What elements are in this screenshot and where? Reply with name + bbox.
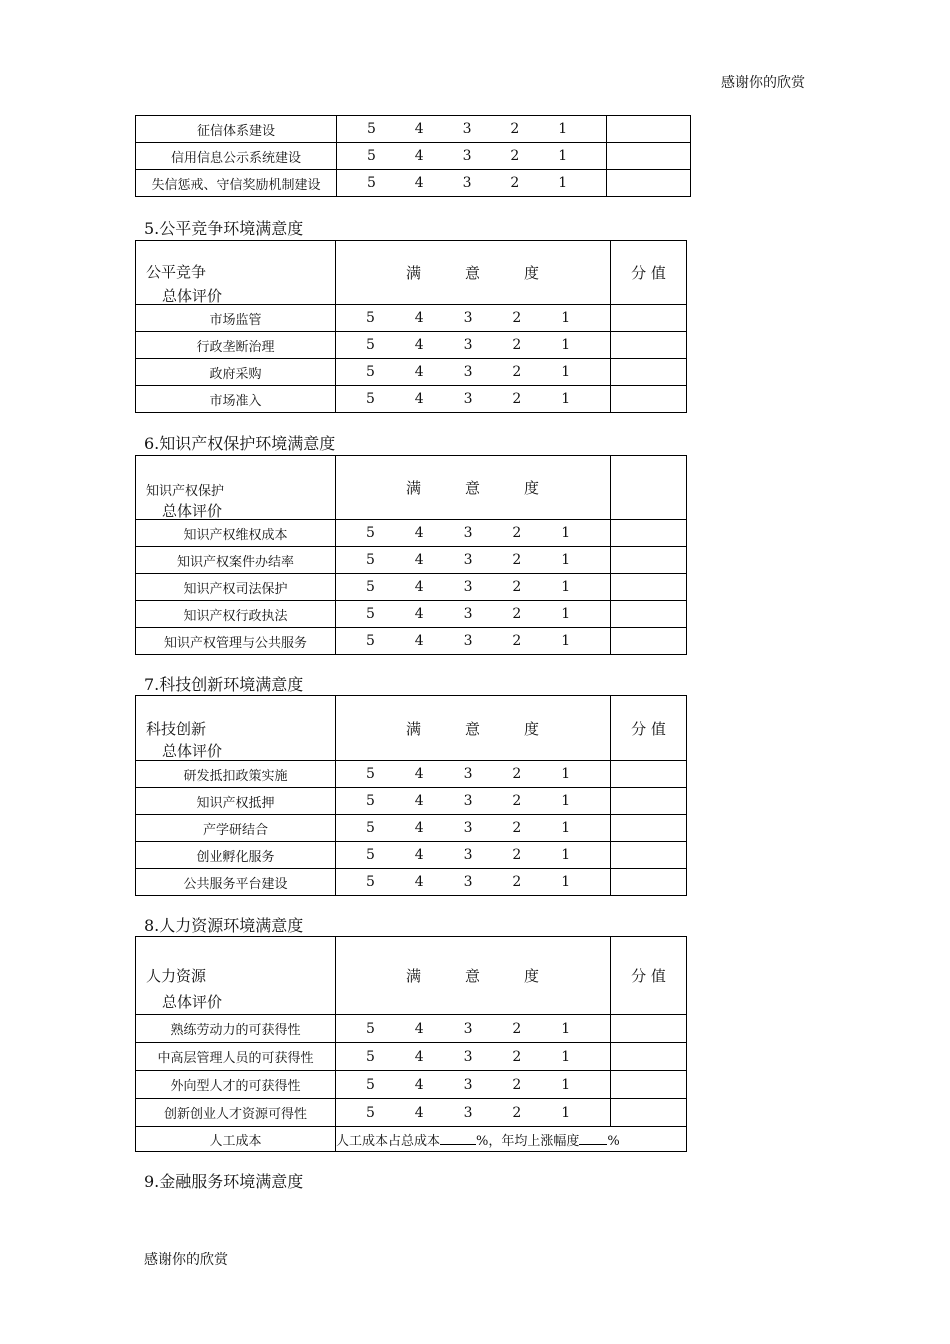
indicator-label: 知识产权司法保护 bbox=[136, 574, 336, 601]
score-option[interactable]: 3 bbox=[463, 820, 473, 836]
human-resources-table bbox=[135, 936, 687, 1152]
score-option[interactable]: 2 bbox=[512, 633, 522, 649]
header-score: 分 值 bbox=[611, 937, 687, 1015]
score-option[interactable]: 5 bbox=[367, 175, 376, 191]
ip-protection-table bbox=[135, 455, 687, 655]
score-option[interactable]: 5 bbox=[366, 1020, 375, 1037]
indicator-label: 外向型人才的可获得性 bbox=[136, 1071, 336, 1099]
score-option[interactable]: 2 bbox=[512, 1104, 522, 1121]
labor-cost-row bbox=[136, 1127, 687, 1152]
score-cell bbox=[336, 332, 611, 359]
score-input-cell[interactable] bbox=[611, 869, 687, 896]
table-row bbox=[136, 143, 691, 170]
tech-innovation-table bbox=[135, 695, 687, 896]
credit-table bbox=[135, 115, 691, 197]
table-row bbox=[136, 386, 687, 413]
score-option[interactable]: 1 bbox=[558, 175, 568, 191]
score-cell bbox=[336, 628, 611, 655]
section-9-title: 9.金融服务环境满意度 bbox=[144, 1172, 304, 1191]
overall-evaluation-label: 总体评价 bbox=[162, 502, 223, 520]
score-option[interactable]: 2 bbox=[512, 1020, 522, 1037]
indicator-label: 公共服务平台建设 bbox=[136, 869, 336, 896]
score-option[interactable]: 3 bbox=[463, 1104, 473, 1121]
score-option[interactable]: 5 bbox=[366, 579, 375, 595]
indicator-label: 行政垄断治理 bbox=[136, 332, 336, 359]
score-option[interactable]: 3 bbox=[463, 391, 473, 407]
score-input-cell[interactable] bbox=[607, 170, 691, 197]
category-name: 公平竞争 bbox=[146, 263, 207, 281]
score-option[interactable]: 1 bbox=[561, 1020, 571, 1037]
indicator-label: 失信惩戒、守信奖励机制建设 bbox=[136, 170, 337, 197]
score-option[interactable]: 4 bbox=[414, 633, 424, 649]
indicator-label: 市场准入 bbox=[136, 386, 336, 413]
score-option[interactable]: 1 bbox=[561, 766, 571, 782]
score-option[interactable]: 2 bbox=[512, 337, 522, 353]
score-option[interactable]: 1 bbox=[561, 310, 571, 326]
table-row bbox=[136, 601, 687, 628]
score-option[interactable]: 1 bbox=[561, 847, 571, 863]
satisfaction-char: 满 bbox=[406, 479, 422, 497]
labor-cost-text-2: %，年均上涨幅度 bbox=[476, 1133, 580, 1149]
score-option[interactable]: 3 bbox=[463, 310, 473, 326]
indicator-label: 知识产权管理与公共服务 bbox=[136, 628, 336, 655]
tech-innovation-table-body bbox=[136, 696, 687, 896]
score-input-cell[interactable] bbox=[611, 547, 687, 574]
score-option[interactable]: 4 bbox=[414, 1076, 424, 1093]
score-option[interactable]: 1 bbox=[561, 579, 571, 595]
score-input-cell[interactable] bbox=[611, 628, 687, 655]
score-option[interactable]: 4 bbox=[414, 1020, 424, 1037]
score-option[interactable]: 5 bbox=[366, 364, 375, 380]
header-satisfaction bbox=[336, 937, 611, 1015]
score-input-cell[interactable] bbox=[611, 761, 687, 788]
score-cell bbox=[336, 520, 611, 547]
score-input-cell[interactable] bbox=[611, 386, 687, 413]
score-option[interactable]: 4 bbox=[414, 337, 424, 353]
score-option[interactable]: 3 bbox=[463, 874, 473, 890]
overall-evaluation-label: 总体评价 bbox=[162, 993, 223, 1011]
score-option[interactable]: 4 bbox=[414, 766, 424, 782]
score-cell bbox=[336, 1071, 611, 1099]
table-row bbox=[136, 359, 687, 386]
satisfaction-char: 意 bbox=[465, 967, 481, 985]
score-option[interactable]: 1 bbox=[558, 121, 568, 137]
score-option[interactable]: 2 bbox=[512, 766, 522, 782]
score-option[interactable]: 2 bbox=[512, 847, 522, 863]
ip-protection-table-body bbox=[136, 456, 687, 655]
header-score: 分 值 bbox=[611, 696, 687, 761]
score-option[interactable]: 4 bbox=[414, 1048, 424, 1065]
score-option[interactable]: 2 bbox=[512, 793, 522, 809]
score-option[interactable]: 5 bbox=[366, 847, 375, 863]
score-option[interactable]: 5 bbox=[366, 310, 375, 326]
score-option[interactable]: 3 bbox=[463, 847, 473, 863]
score-input-cell[interactable] bbox=[611, 332, 687, 359]
score-cell bbox=[337, 143, 607, 170]
score-input-cell[interactable] bbox=[611, 788, 687, 815]
score-option[interactable]: 3 bbox=[463, 337, 473, 353]
category-name: 人力资源 bbox=[146, 967, 207, 985]
score-option[interactable]: 2 bbox=[512, 525, 522, 541]
score-option[interactable]: 1 bbox=[558, 148, 568, 164]
score-option[interactable]: 1 bbox=[561, 337, 571, 353]
indicator-label: 产学研结合 bbox=[136, 815, 336, 842]
score-cell bbox=[336, 1015, 611, 1043]
score-option[interactable]: 5 bbox=[366, 1104, 375, 1121]
score-input-cell[interactable] bbox=[611, 1043, 687, 1071]
score-option[interactable]: 1 bbox=[561, 1104, 571, 1121]
score-cell bbox=[336, 1099, 611, 1127]
score-option[interactable]: 1 bbox=[561, 364, 571, 380]
score-input-cell[interactable] bbox=[611, 1099, 687, 1127]
score-cell bbox=[336, 386, 611, 413]
score-option[interactable]: 1 bbox=[561, 552, 571, 568]
header-satisfaction bbox=[336, 241, 611, 305]
satisfaction-char: 满 bbox=[406, 264, 422, 282]
header-satisfaction bbox=[336, 456, 611, 520]
score-input-cell[interactable] bbox=[611, 359, 687, 386]
table-header-row bbox=[136, 241, 687, 305]
score-input-cell[interactable] bbox=[611, 574, 687, 601]
satisfaction-char: 度 bbox=[524, 719, 540, 738]
score-option[interactable]: 5 bbox=[366, 337, 375, 353]
score-cell bbox=[336, 869, 611, 896]
score-option[interactable]: 5 bbox=[367, 148, 376, 164]
score-option[interactable]: 4 bbox=[414, 793, 424, 809]
score-cell bbox=[336, 815, 611, 842]
satisfaction-char: 满 bbox=[406, 719, 422, 738]
indicator-label: 知识产权案件办结率 bbox=[136, 547, 336, 574]
score-input-cell[interactable] bbox=[611, 1015, 687, 1043]
satisfaction-char: 意 bbox=[465, 264, 481, 282]
score-input-cell[interactable] bbox=[611, 305, 687, 332]
score-option[interactable]: 2 bbox=[512, 579, 522, 595]
score-option[interactable]: 5 bbox=[366, 552, 375, 568]
score-option[interactable]: 5 bbox=[366, 874, 375, 890]
indicator-label: 中高层管理人员的可获得性 bbox=[136, 1043, 336, 1071]
indicator-label: 政府采购 bbox=[136, 359, 336, 386]
score-option[interactable]: 3 bbox=[463, 633, 473, 649]
labor-cost-label: 人工成本 bbox=[136, 1127, 336, 1152]
score-option[interactable]: 1 bbox=[561, 1048, 571, 1065]
satisfaction-char: 度 bbox=[524, 967, 540, 985]
fair-competition-table-body bbox=[136, 241, 687, 413]
table-row bbox=[136, 332, 687, 359]
score-cell bbox=[336, 547, 611, 574]
labor-cost-text-3: % bbox=[607, 1133, 620, 1149]
section-7-title: 7.科技创新环境满意度 bbox=[144, 675, 304, 694]
satisfaction-char: 意 bbox=[465, 719, 481, 738]
header-category bbox=[136, 937, 336, 1015]
overall-evaluation-label: 总体评价 bbox=[162, 742, 223, 760]
fair-competition-table bbox=[135, 240, 687, 413]
score-option[interactable]: 4 bbox=[414, 552, 424, 568]
table-row bbox=[136, 761, 687, 788]
score-option[interactable]: 4 bbox=[414, 310, 424, 326]
header-score: 分 值 bbox=[611, 241, 687, 305]
labor-cost-input[interactable] bbox=[336, 1127, 687, 1152]
score-input-cell[interactable] bbox=[607, 143, 691, 170]
satisfaction-char: 满 bbox=[406, 967, 422, 985]
score-option[interactable]: 2 bbox=[512, 874, 522, 890]
labor-cost-growth-blank[interactable] bbox=[579, 1132, 607, 1145]
table-row bbox=[136, 116, 691, 143]
score-option[interactable]: 3 bbox=[463, 552, 473, 568]
page-footer: 感谢你的欣赏 bbox=[144, 1252, 228, 1268]
satisfaction-char: 度 bbox=[524, 264, 540, 282]
indicator-label: 知识产权行政执法 bbox=[136, 601, 336, 628]
score-option[interactable]: 5 bbox=[366, 606, 375, 622]
score-option[interactable]: 1 bbox=[561, 820, 571, 836]
score-option[interactable]: 1 bbox=[561, 793, 571, 809]
score-option[interactable]: 3 bbox=[463, 364, 473, 380]
table-row bbox=[136, 869, 687, 896]
indicator-label: 信用信息公示系统建设 bbox=[136, 143, 337, 170]
score-option[interactable]: 2 bbox=[512, 1076, 522, 1093]
score-option[interactable]: 1 bbox=[561, 525, 571, 541]
overall-evaluation-label: 总体评价 bbox=[162, 287, 223, 305]
category-name: 科技创新 bbox=[146, 720, 207, 738]
header-score bbox=[611, 456, 687, 520]
score-option[interactable]: 2 bbox=[512, 552, 522, 568]
score-option[interactable]: 4 bbox=[414, 579, 424, 595]
score-option[interactable]: 5 bbox=[367, 121, 376, 137]
indicator-label: 熟练劳动力的可获得性 bbox=[136, 1015, 336, 1043]
table-row bbox=[136, 1099, 687, 1127]
score-option[interactable]: 3 bbox=[463, 1076, 473, 1093]
score-cell bbox=[336, 761, 611, 788]
score-option[interactable]: 5 bbox=[366, 391, 375, 407]
table-header-row bbox=[136, 456, 687, 520]
table-header-row bbox=[136, 937, 687, 1015]
score-option[interactable]: 1 bbox=[561, 874, 571, 890]
score-cell bbox=[336, 574, 611, 601]
indicator-label: 知识产权抵押 bbox=[136, 788, 336, 815]
score-option[interactable]: 3 bbox=[463, 606, 473, 622]
score-option[interactable]: 3 bbox=[463, 579, 473, 595]
score-option[interactable]: 2 bbox=[510, 175, 520, 191]
score-option[interactable]: 1 bbox=[561, 606, 571, 622]
score-cell bbox=[336, 359, 611, 386]
score-option[interactable]: 3 bbox=[462, 175, 472, 191]
score-cell bbox=[336, 601, 611, 628]
score-option[interactable]: 5 bbox=[366, 820, 375, 836]
score-option[interactable]: 3 bbox=[463, 525, 473, 541]
score-cell bbox=[336, 842, 611, 869]
table-row bbox=[136, 574, 687, 601]
score-option[interactable]: 2 bbox=[510, 121, 520, 137]
table-row bbox=[136, 1015, 687, 1043]
score-option[interactable]: 4 bbox=[414, 525, 424, 541]
score-input-cell[interactable] bbox=[611, 815, 687, 842]
score-option[interactable]: 4 bbox=[414, 1104, 424, 1121]
score-option[interactable]: 4 bbox=[414, 874, 424, 890]
score-cell bbox=[337, 170, 607, 197]
score-option[interactable]: 2 bbox=[512, 820, 522, 836]
labor-cost-share-blank[interactable] bbox=[440, 1132, 476, 1145]
score-cell bbox=[336, 305, 611, 332]
score-option[interactable]: 2 bbox=[512, 1048, 522, 1065]
score-option[interactable]: 4 bbox=[414, 148, 424, 164]
credit-table-body bbox=[136, 116, 691, 197]
indicator-label: 知识产权维权成本 bbox=[136, 520, 336, 547]
indicator-label: 创新创业人才资源可得性 bbox=[136, 1099, 336, 1127]
score-option[interactable]: 1 bbox=[561, 633, 571, 649]
indicator-label: 市场监管 bbox=[136, 305, 336, 332]
score-option[interactable]: 3 bbox=[462, 121, 472, 137]
table-row bbox=[136, 305, 687, 332]
score-input-cell[interactable] bbox=[607, 116, 691, 143]
section-8-title: 8.人力资源环境满意度 bbox=[144, 916, 304, 935]
score-option[interactable]: 3 bbox=[463, 1020, 473, 1037]
page-header: 感谢你的欣赏 bbox=[721, 75, 805, 91]
score-option[interactable]: 4 bbox=[414, 364, 424, 380]
score-option[interactable]: 5 bbox=[366, 766, 375, 782]
category-name: 知识产权保护 bbox=[146, 484, 225, 499]
score-input-cell[interactable] bbox=[611, 520, 687, 547]
score-input-cell[interactable] bbox=[611, 1071, 687, 1099]
table-row bbox=[136, 628, 687, 655]
score-input-cell[interactable] bbox=[611, 601, 687, 628]
score-cell bbox=[336, 1043, 611, 1071]
table-row bbox=[136, 520, 687, 547]
score-option[interactable]: 3 bbox=[463, 1048, 473, 1065]
score-option[interactable]: 1 bbox=[561, 1076, 571, 1093]
indicator-label: 创业孵化服务 bbox=[136, 842, 336, 869]
score-option[interactable]: 4 bbox=[414, 175, 424, 191]
score-option[interactable]: 5 bbox=[366, 793, 375, 809]
score-option[interactable]: 2 bbox=[512, 310, 522, 326]
score-option[interactable]: 2 bbox=[512, 391, 522, 407]
score-option[interactable]: 4 bbox=[414, 391, 424, 407]
section-5-title: 5.公平竞争环境满意度 bbox=[144, 219, 304, 238]
score-option[interactable]: 3 bbox=[463, 793, 473, 809]
score-input-cell[interactable] bbox=[611, 842, 687, 869]
indicator-label: 征信体系建设 bbox=[136, 116, 337, 143]
score-option[interactable]: 4 bbox=[414, 606, 424, 622]
score-option[interactable]: 2 bbox=[512, 606, 522, 622]
score-option[interactable]: 1 bbox=[561, 391, 571, 407]
table-row bbox=[136, 788, 687, 815]
indicator-label: 研发抵扣政策实施 bbox=[136, 761, 336, 788]
score-option[interactable]: 4 bbox=[414, 121, 424, 137]
header-category bbox=[136, 241, 336, 305]
satisfaction-char: 度 bbox=[524, 479, 540, 497]
table-row bbox=[136, 1071, 687, 1099]
table-row bbox=[136, 815, 687, 842]
header-category bbox=[136, 696, 336, 761]
score-cell bbox=[336, 788, 611, 815]
score-option[interactable]: 5 bbox=[366, 1048, 375, 1065]
header-satisfaction bbox=[336, 696, 611, 761]
header-category bbox=[136, 456, 336, 520]
score-option[interactable]: 5 bbox=[366, 525, 375, 541]
table-row bbox=[136, 547, 687, 574]
score-option[interactable]: 5 bbox=[366, 1076, 375, 1093]
score-option[interactable]: 2 bbox=[510, 148, 520, 164]
score-option[interactable]: 3 bbox=[463, 766, 473, 782]
score-option[interactable]: 5 bbox=[366, 633, 375, 649]
score-option[interactable]: 4 bbox=[414, 820, 424, 836]
table-row bbox=[136, 1043, 687, 1071]
table-header-row bbox=[136, 696, 687, 761]
table-row bbox=[136, 842, 687, 869]
section-6-title: 6.知识产权保护环境满意度 bbox=[144, 434, 336, 453]
labor-cost-text-1: 人工成本占总成本 bbox=[336, 1133, 441, 1149]
satisfaction-char: 意 bbox=[465, 479, 481, 497]
score-option[interactable]: 3 bbox=[462, 148, 472, 164]
human-resources-table-body bbox=[136, 937, 687, 1152]
score-cell bbox=[337, 116, 607, 143]
score-option[interactable]: 2 bbox=[512, 364, 522, 380]
score-option[interactable]: 4 bbox=[414, 847, 424, 863]
table-row bbox=[136, 170, 691, 197]
